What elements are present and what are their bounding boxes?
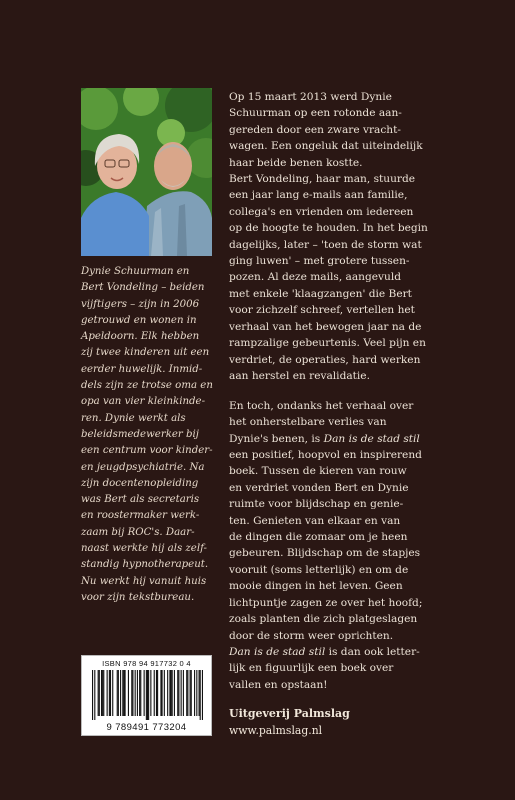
bio-line: en roostermaker werk-	[81, 510, 200, 522]
barcode-digits: 9 789491 773204	[106, 722, 187, 733]
bio-line: was Bert als secretaris	[81, 494, 200, 506]
book-title-italic: Dan is de stad stil	[323, 432, 420, 445]
blurb-line: het onherstelbare verlies van	[229, 416, 387, 429]
barcode-bar	[101, 670, 102, 716]
barcode-bar	[162, 670, 163, 716]
book-title-italic: Dan is de stad stil	[229, 645, 326, 658]
blurb-line: gereden door een zware vracht-	[229, 123, 401, 136]
barcode-bar	[139, 670, 140, 716]
barcode-bar	[172, 670, 173, 716]
barcode-bar	[103, 670, 104, 716]
barcode-bar	[110, 670, 111, 716]
blurb-line: en verdriet vonden Bert en Dynie	[229, 481, 409, 494]
barcode-bar	[120, 670, 121, 716]
barcode-bar	[148, 670, 149, 720]
bio-line: zaam bij ROC's. Daar-	[81, 526, 195, 538]
bio-line: zijn docentenopleiding	[81, 477, 199, 489]
bio-line: eerder huwelijk. Inmid-	[81, 363, 203, 375]
barcode-bar	[167, 670, 168, 716]
barcode-bar	[118, 670, 119, 716]
blurb-paragraph-2	[229, 398, 509, 693]
barcode-bar	[109, 670, 110, 716]
barcode-bar	[107, 670, 108, 716]
blurb-line: pozen. Al deze mails, aangevuld	[229, 271, 402, 284]
blurb-line: Schuurman op een rotonde aan-	[229, 107, 402, 120]
barcode-bar	[98, 670, 99, 716]
bio-line: getrouwd en wonen in	[81, 314, 197, 326]
blurb-line: door de storm weer oprichten.	[229, 629, 394, 642]
blurb-line: ten. Genieten van elkaar en van	[229, 514, 401, 527]
isbn-barcode	[81, 655, 212, 736]
blurb-line: haar beide benen kostte.	[229, 156, 363, 169]
blurb-line: lichtpuntje zagen ze over het hoofd;	[229, 596, 423, 609]
barcode-bar	[92, 670, 93, 720]
blurb-line: verdriet, de operaties, hard werken	[229, 353, 421, 366]
blurb-line: mooie dingen in het leven. Geen	[229, 580, 403, 593]
barcode-bar	[154, 670, 155, 716]
bio-line: vijftigers – zijn in 2006	[81, 298, 200, 310]
blurb-paragraph-1	[229, 89, 509, 384]
blurb-line: collega's en vrienden om iedereen	[229, 205, 414, 218]
blurb-line: ging luwen' – met grotere tussen-	[229, 255, 410, 268]
paragraph-gap	[229, 384, 509, 398]
bio-line: naast werkte hij als zelf-	[81, 543, 207, 555]
barcode-bar	[94, 670, 95, 720]
bio-line: dels zijn ze trotse oma en	[81, 380, 213, 392]
barcode-bar	[194, 670, 195, 716]
bio-line: ren. Dynie werkt als	[81, 412, 186, 424]
blurb-line: vallen en opstaan!	[229, 678, 328, 691]
barcode-bar	[144, 670, 145, 716]
barcode-bar	[190, 670, 191, 716]
bio-line: en jeugdpsychiatrie. Na	[81, 461, 205, 473]
bio-line: standig hypnotherapeut.	[81, 559, 209, 571]
author-photo-illustration	[81, 88, 212, 256]
bio-line: Dynie Schuurman en	[81, 266, 190, 277]
barcode-bar	[140, 670, 141, 716]
blurb-line: En toch, ondanks het verhaal over	[229, 399, 414, 412]
blurb-line: wagen. Een ongeluk dat uiteindelijk	[229, 140, 423, 153]
bio-line: voor zijn tekstbureau.	[81, 591, 195, 603]
blurb-text: Dynie's benen, is	[229, 432, 324, 445]
barcode-bar	[200, 670, 201, 720]
barcode-bar	[183, 670, 184, 716]
blurb-line: vooruit (soms letterlijk) en om de	[229, 563, 409, 576]
barcode-bar	[156, 670, 157, 716]
barcode-bar	[128, 670, 129, 716]
barcode-bar	[186, 670, 187, 716]
blurb-text: is dan ook letter-	[325, 645, 420, 658]
blurb-line: de dingen die zomaar om je heen	[229, 531, 408, 544]
blurb-line: een jaar lang e-mails aan familie,	[229, 189, 408, 202]
barcode-bar	[117, 670, 118, 716]
blurb-line	[229, 431, 509, 447]
barcode-bar	[102, 670, 103, 716]
barcode-bar	[196, 670, 197, 716]
blurb-line: voor zichzelf schreef, vertellen het	[229, 304, 415, 317]
barcode-bars	[92, 670, 203, 720]
barcode-bar	[157, 670, 158, 716]
author-bio	[81, 264, 231, 606]
barcode-bar	[170, 670, 171, 716]
barcode-bar	[99, 670, 100, 716]
blurb-line: zoals planten die zich platgeslagen	[229, 613, 418, 626]
barcode-bar	[164, 670, 165, 716]
barcode-bar	[132, 670, 133, 716]
barcode-bar	[178, 670, 179, 716]
barcode-bar	[174, 670, 175, 716]
blurb-line: boek. Tussen de kieren van rouw	[229, 465, 407, 478]
barcode-bar	[131, 670, 132, 716]
barcode-bar	[202, 670, 203, 720]
barcode-bar	[122, 670, 123, 716]
barcode-bar	[147, 670, 148, 720]
blurb-line: dagelijks, later – 'toen de storm wat	[229, 238, 422, 251]
blurb-line	[229, 644, 509, 660]
barcode-bar	[135, 670, 136, 716]
barcode-bar	[123, 670, 124, 716]
publisher-name: Uitgeverij Palmslag	[229, 707, 350, 720]
blurb-line: Bert Vondeling, haar man, stuurde	[229, 173, 416, 186]
bio-line: Nu werkt hij vanuit huis	[81, 575, 207, 587]
barcode-bar	[181, 670, 182, 716]
bio-line: beleidsmedewerker bij	[81, 428, 199, 440]
barcode-bar	[169, 670, 170, 716]
barcode-bar	[187, 670, 188, 716]
bio-line: een centrum voor kinder-	[81, 445, 213, 457]
barcode-bar	[112, 670, 113, 716]
blurb-line: aan herstel en revalidatie.	[229, 369, 370, 382]
bio-line: Apeldoorn. Elk hebben	[81, 331, 200, 343]
blurb-line: verhaal van het bewogen jaar na de	[229, 320, 422, 333]
barcode-bar	[125, 670, 126, 716]
barcode-bar	[160, 670, 161, 716]
publisher-website: www.palmslag.nl	[229, 724, 323, 737]
blurb-line: ruimte voor blijdschap en genie-	[229, 498, 404, 511]
isbn-label: ISBN 978 94 917732 0 4	[102, 659, 191, 668]
barcode-bar	[177, 670, 178, 716]
barcode-bar	[146, 670, 147, 720]
barcode-bar	[191, 670, 192, 716]
blurb-line: gebeuren. Blijdschap om de stapjes	[229, 547, 421, 560]
author-photo	[81, 88, 212, 256]
bio-line: opa van vier kleinkinde-	[81, 396, 206, 408]
blurb-line: een positief, hoopvol en inspirerend	[229, 449, 422, 462]
book-blurb	[229, 89, 509, 693]
blurb-line: lijk en figuurlijk een boek over	[229, 662, 394, 675]
blurb-line: op de hoogte te houden. In het begin	[229, 222, 428, 235]
blurb-line: Op 15 maart 2013 werd Dynie	[229, 91, 392, 103]
bio-line: Bert Vondeling – beiden	[81, 282, 205, 294]
blurb-line: met enkele 'klaagzangen' die Bert	[229, 287, 412, 300]
barcode-bar	[150, 670, 151, 716]
barcode-bar	[199, 670, 200, 716]
blurb-line: rampzalige gebeurtenis. Veel pijn en	[229, 337, 426, 350]
barcode-bar	[137, 670, 138, 716]
bio-line: zij twee kinderen uit een	[81, 347, 210, 359]
